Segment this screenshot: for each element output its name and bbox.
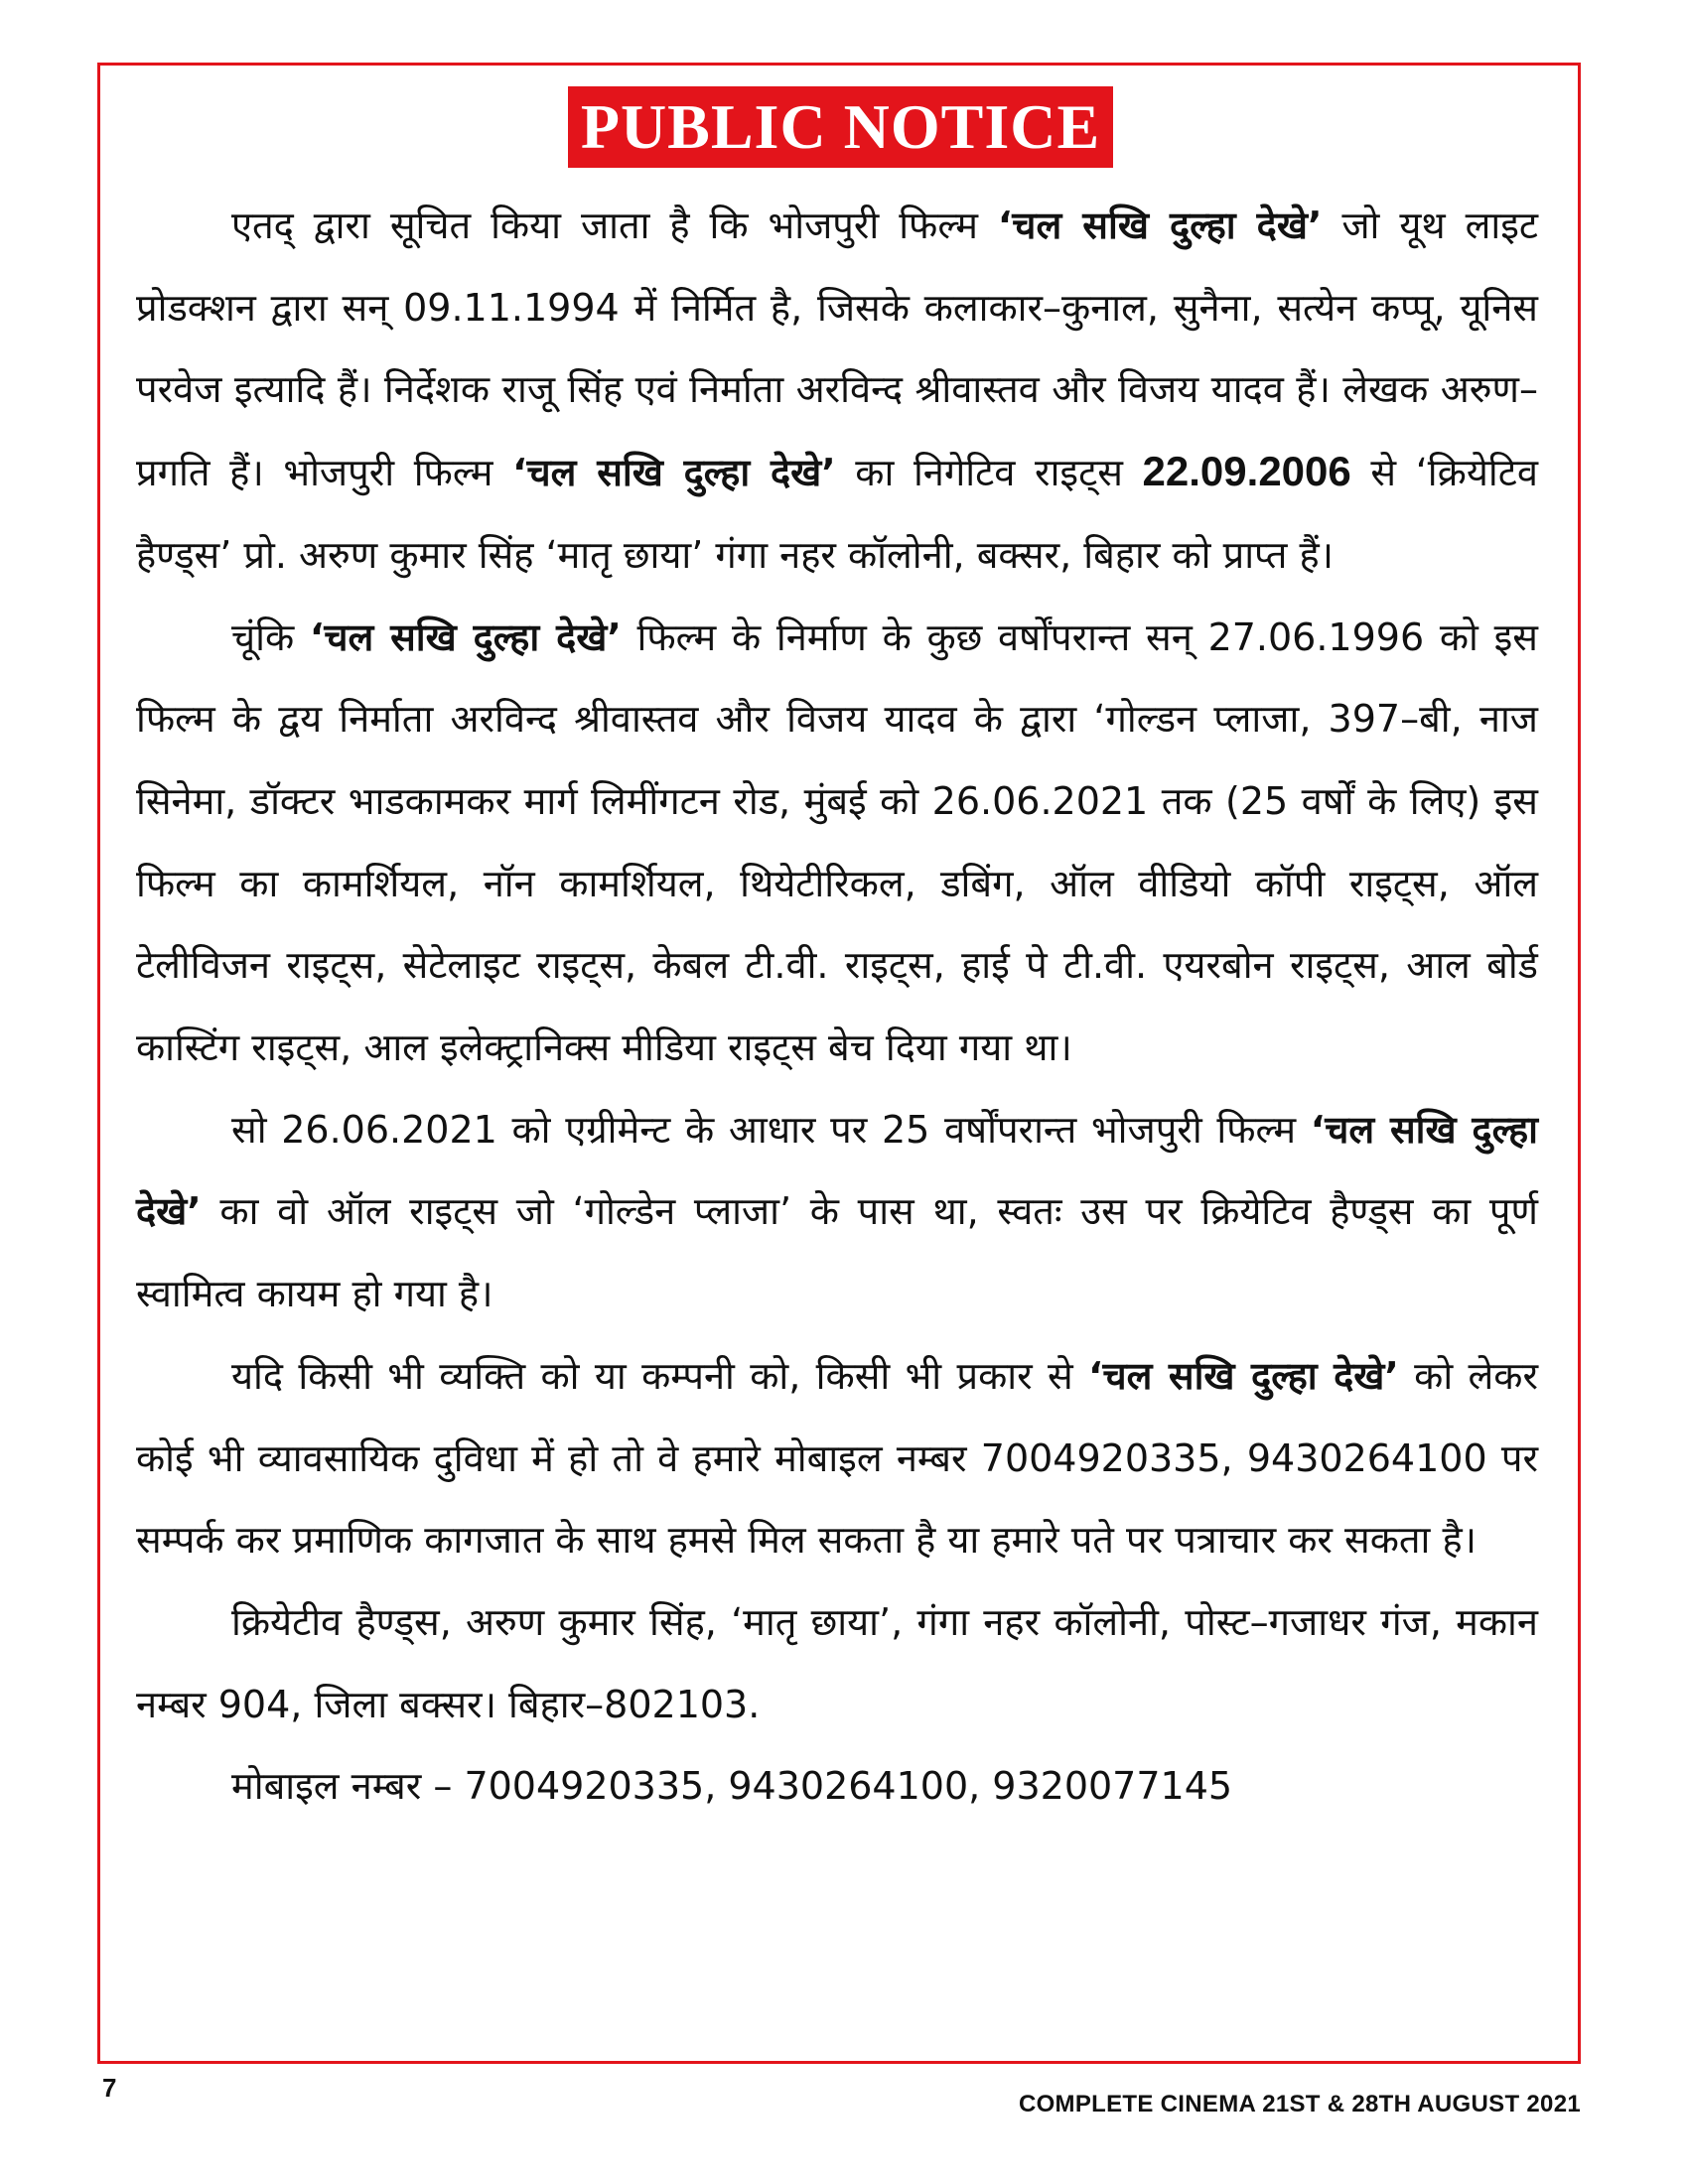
- notice-body: [136, 185, 1538, 1828]
- paragraph-2-text-b: फिल्म के निर्माण के कुछ वर्षोंपरान्त सन् 27.06.1996 को इस फिल्म के द्वय निर्माता अरविन्द श्रीवास्तव और विजय यादव के द्वारा ‘गोल्डन प्लाजा, 397–बी, नाज सिनेमा, डॉक्टर भाडकामकर मार्ग लिमींगटन रोड, मुंबई को 26.06.2021 तक (25 वर्षों के लिए) इस फिल्म का कामर्शियल, नॉन कामर्शियल, थियेटीरिकल, डबिंग, ऑल वीडियो कॉपी राइट्स, ऑल टेलीविजन राइट्स, सेटेलाइट राइट्स, केबल टी.वी. राइट्स, हाई पे टी.वी. एयरबोन राइट्स, आल बोर्ड कास्टिंग राइट्स, आल इलेक्ट्रानिक्स मीडिया राइट्स बेच दिया गया था।: [136, 614, 1538, 1070]
- paragraph-1-text-c: का निगेटिव राइट्स: [835, 451, 1143, 495]
- paragraph-2: [136, 597, 1538, 1089]
- paragraph-3: [136, 1089, 1538, 1335]
- paragraph-4-text-b: को लेकर कोई भी व्यावसायिक दुविधा में हो तो वे हमारे मोबाइल नम्बर 7004920335, 9430264100 पर सम्पर्क कर प्रमाणिक कागजात के साथ हमसे मिल सकता है या हमारे पते पर पत्राचार कर सकता है।: [136, 1353, 1539, 1563]
- mobile-numbers: मोबाइल नम्बर – 7004920335, 9430264100, 9320077145: [231, 1764, 1233, 1809]
- paragraph-4-text-a: यदि किसी भी व्यक्ति को या कम्पनी को, किसी भी प्रकार से: [231, 1353, 1089, 1398]
- paragraph-3-text-b: का वो ऑल राइट्स जो ‘गोल्डेन प्लाजा’ के पास था, स्वतः उस पर क्रियेटिव हैण्ड्स का पूर्ण स्वामित्व कायम हो गया है।: [136, 1189, 1538, 1316]
- paragraph-2-text-a: चूंकि: [231, 614, 310, 659]
- film-title: ‘चल सखि दुल्हा देखे’: [1088, 1353, 1399, 1398]
- paragraph-3-text-a: सो 26.06.2021 को एग्रीमेन्ट के आधार पर 25 वर्षोंपरान्त भोजपुरी फिल्म: [231, 1107, 1311, 1152]
- notice-heading: PUBLIC NOTICE: [568, 86, 1113, 168]
- film-title: ‘चल सखि दुल्हा देखे’: [136, 1107, 1538, 1234]
- paragraph-1-text-a: एतद् द्वारा सूचित किया जाता है कि भोजपुरी फिल्म: [231, 204, 998, 247]
- paragraph-1-text-b: जो यूथ लाइट प्रोडक्शन द्वारा सन् 09.11.1994 में निर्मित है, जिसके कलाकार–कुनाल, सुनैना, सत्येन कप्पू, यूनिस परवेज इत्यादि हैं। निर्देशक राजू सिंह एवं निर्माता अरविन्द श्रीवास्तव और विजय यादव हैं। लेखक अरुण–प्रगति हैं। भोजपुरी फिल्म: [136, 204, 1539, 495]
- page-number: 7: [102, 2073, 117, 2103]
- address-paragraph: क्रियेटीव हैण्ड्स, अरुण कुमार सिंह, ‘मातृ छाया’, गंगा नहर कॉलोनी, पोस्ट–गजाधर गंज, मकान नम्बर 904, जिला बक्सर। बिहार–802103.: [136, 1599, 1538, 1726]
- paragraph-1: [136, 185, 1538, 597]
- paragraph-4: [136, 1335, 1538, 1581]
- paragraph-1-text-d: से ‘क्रियेटिव हैण्ड्स’ प्रो. अरुण कुमार सिंह ‘मातृ छाया’ गंगा नहर कॉलोनी, बक्सर, बिहार को प्राप्त हैं।: [136, 451, 1538, 577]
- film-title: ‘चल सखि दुल्हा देखे’: [512, 451, 836, 495]
- footer-publication: COMPLETE CINEMA 21ST & 28TH AUGUST 2021: [1018, 2091, 1581, 2117]
- film-title: ‘चल सखि दुल्हा देखे’: [309, 614, 622, 659]
- film-title: ‘चल सखि दुल्हा देखे’: [997, 204, 1323, 247]
- rights-date: 22.09.2006: [1142, 448, 1351, 495]
